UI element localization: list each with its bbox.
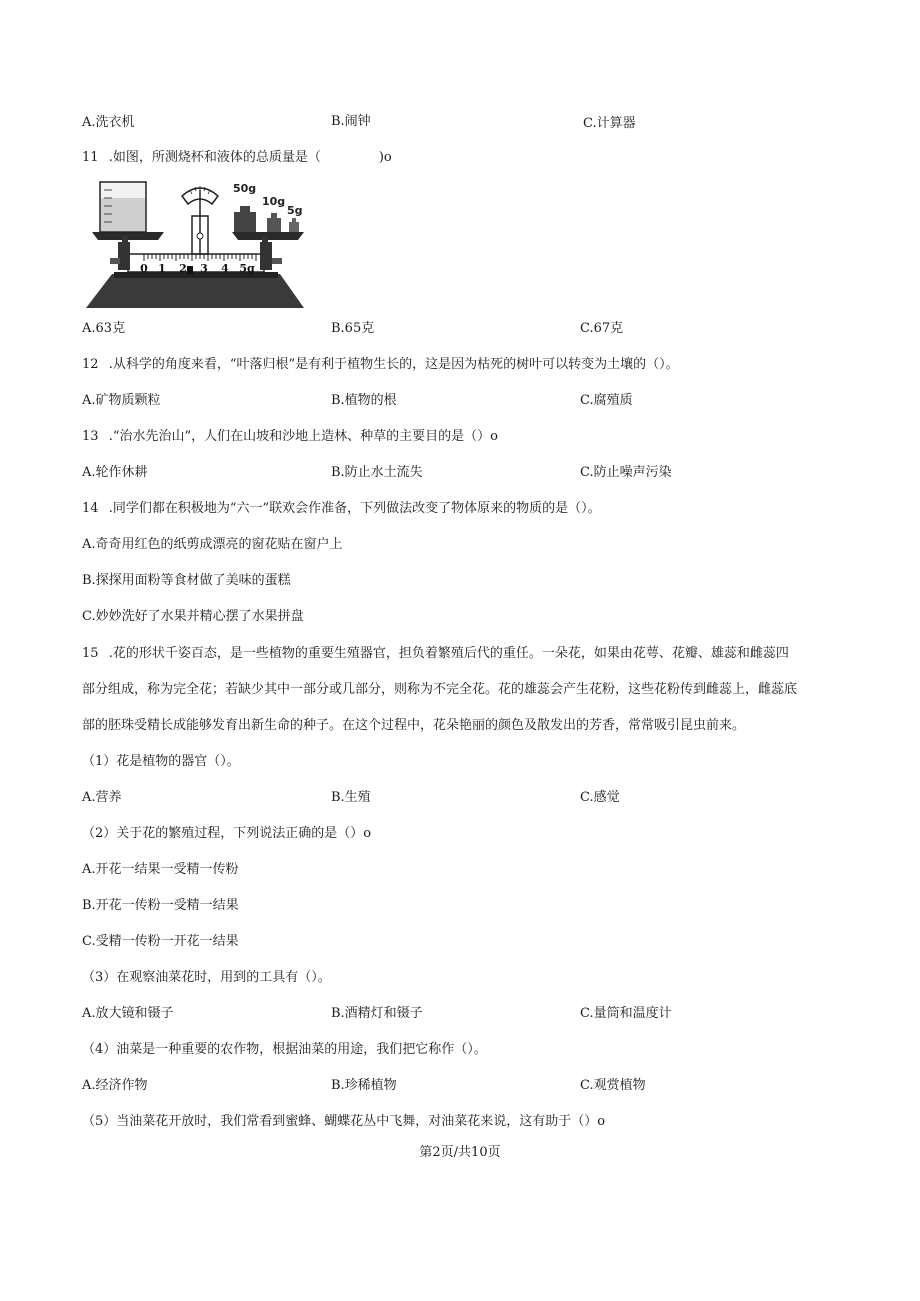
q15-sub4-option-a: A.经济作物 <box>82 1078 148 1093</box>
weight-label: 5g <box>287 204 303 217</box>
q11-option-c: C.67克 <box>580 321 624 336</box>
q15-passage-line: 部分组成，称为完全花；若缺少其中一部分或几部分，则称为不完全花。花的雄蕊会产生花粉，这些花粉传到雌蕊上，雌蕊底 <box>82 682 798 697</box>
q15-sub2-option-a: A.开花一结果一受精一传粉 <box>82 862 239 877</box>
q15-sub4-option-c: C.观赏植物 <box>580 1078 646 1093</box>
q10-option-a: A.洗衣机 <box>82 115 135 130</box>
question-number: 11 <box>82 150 99 165</box>
weight-10g <box>267 218 281 232</box>
balance-adjuster-left <box>118 242 130 270</box>
q15-sub3-option-c: C.量筒和温度计 <box>580 1006 672 1021</box>
balance-base <box>86 274 304 308</box>
q11-stem <box>82 149 392 167</box>
question-number: 13 <box>82 429 99 444</box>
q13-option-a: A.轮作休耕 <box>82 465 148 480</box>
weight-label: 50g <box>233 182 257 195</box>
q14-option-b: B.探探用面粉等食材做了美味的蛋糕 <box>82 573 291 588</box>
q13-option-c: C.防止噪声污染 <box>580 465 672 480</box>
q12-option-a: A.矿物质颗粒 <box>82 393 161 408</box>
q14-option-a: A.奇奇用红色的纸剪成漂亮的窗花贴在窗户上 <box>82 537 343 552</box>
q11-option-b: B.65克 <box>331 321 375 336</box>
q13-option-b: B.防止水土流失 <box>331 465 423 480</box>
question-number: 15 <box>82 646 99 661</box>
scale-tick-label: 1 <box>158 262 166 275</box>
weight-5g <box>289 222 299 232</box>
q12-stem <box>82 356 679 374</box>
scale-tick-label: 5g <box>239 262 255 275</box>
question-text: .从科学的角度来看，“叶落归根”是有利于植物生长的，这是因为枯死的树叶可以转变为土壤的（）。 <box>108 357 679 372</box>
page-footer: 第2页/共10页 <box>419 1145 501 1160</box>
scale-tick-label: 0 <box>140 262 148 275</box>
scale-tick-label: 4 <box>221 262 229 275</box>
scale-tick-label: 2 <box>179 262 187 275</box>
q15-sub1-option-a: A.营养 <box>82 790 122 805</box>
question-text: .“治水先治山”，人们在山坡和沙地上造林、种草的主要目的是（）o <box>108 429 498 444</box>
q15-sub1-option-c: C.感觉 <box>580 790 620 805</box>
q10-option-b: B.闹钟 <box>331 114 371 129</box>
question-text: .同学们都在积极地为“六一”联欢会作准备，下列做法改变了物体原来的物质的是（）。 <box>108 501 601 516</box>
q15-passage-line <box>82 645 789 663</box>
q15-sub4-stem: （4）油菜是一种重要的农作物，根据油菜的用途，我们把它称作（）。 <box>82 1042 487 1057</box>
scale-tick-label: 3 <box>200 262 208 275</box>
q15-sub4-option-b: B.珍稀植物 <box>331 1078 397 1093</box>
q15-sub1-stem: （1）花是植物的器官（）。 <box>82 754 240 769</box>
q13-stem <box>82 428 498 446</box>
question-number: 14 <box>82 501 99 516</box>
q15-sub1-option-b: B.生殖 <box>331 790 371 805</box>
q12-option-c: C.腐殖质 <box>580 393 633 408</box>
question-text-end: )o <box>378 150 392 165</box>
passage-text: .花的形状千姿百态，是一些植物的重要生殖器官，担负着繁殖后代的重任。一朵花，如果由花萼、花瓣、雄蕊和雌蕊四 <box>108 646 789 661</box>
q14-option-c: C.妙妙洗好了水果并精心摆了水果拼盘 <box>82 609 304 624</box>
balance-rider <box>187 266 193 274</box>
balance-scale-figure <box>84 176 306 311</box>
beaker-liquid <box>101 198 145 231</box>
question-number: 12 <box>82 357 99 372</box>
q15-sub2-option-b: B.开花一传粉一受精一结果 <box>82 898 239 913</box>
q15-sub2-option-c: C.受精一传粉一开花一结果 <box>82 934 239 949</box>
q15-sub2-stem: （2）关于花的繁殖过程，下列说法正确的是（）o <box>82 826 372 841</box>
balance-adjuster-right <box>260 242 272 270</box>
q15-passage-line: 部的胚珠受精长成能够发育出新生命的种子。在这个过程中，花朵艳丽的颜色及散发出的芳香，常常吸引昆虫前来。 <box>82 718 746 733</box>
q15-sub3-option-a: A.放大镜和镊子 <box>82 1006 174 1021</box>
weight-50g <box>234 212 256 232</box>
q12-option-b: B.植物的根 <box>331 393 397 408</box>
q15-sub3-stem: （3）在观察油菜花时，用到的工具有（）。 <box>82 970 331 985</box>
q11-option-a: A.63克 <box>82 321 126 336</box>
q14-stem <box>82 500 601 518</box>
question-text: .如图，所测烧杯和液体的总质量是（ <box>108 150 321 165</box>
q15-sub5-stem: （5）当油菜花开放时，我们常看到蜜蜂、蝴蝶花丛中飞舞，对油菜花来说，这有助于（）o <box>82 1114 606 1129</box>
q10-option-c: C.计算器 <box>583 116 636 131</box>
q15-sub3-option-b: B.酒精灯和镊子 <box>331 1006 423 1021</box>
weight-label: 10g <box>262 195 286 208</box>
